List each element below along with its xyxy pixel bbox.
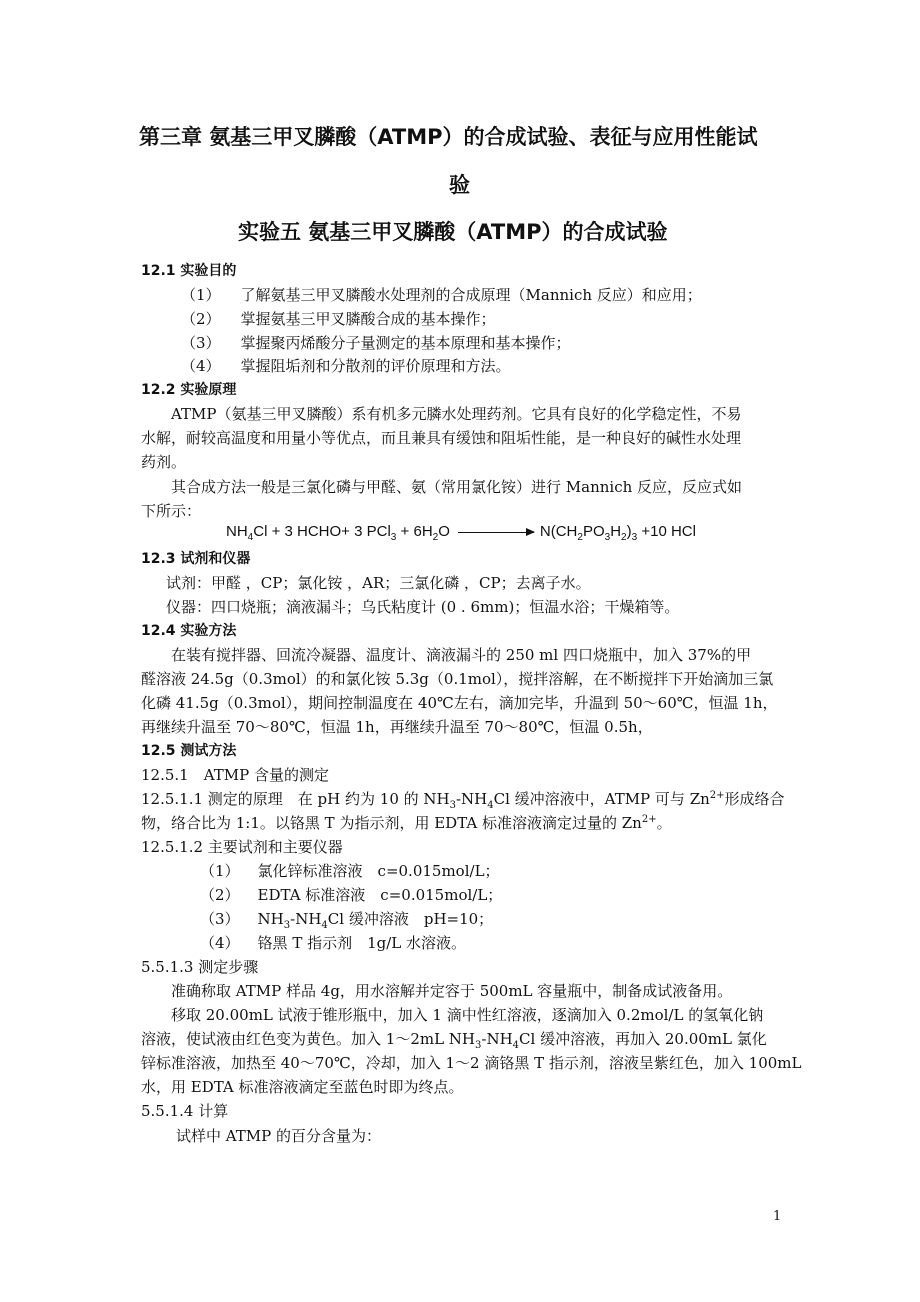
list-text: 掌握氨基三甲叉膦酸合成的基本操作； (240, 310, 496, 328)
eq-coefficient: 3 (354, 523, 363, 540)
text-run: 。 (656, 814, 672, 832)
subscript: 3 (475, 1040, 482, 1051)
paragraph-line: 下所示： (141, 502, 202, 520)
eq-text: O (438, 523, 450, 540)
section-heading-12-5: 12.5 测试方法 (141, 743, 237, 759)
subscript: 4 (321, 920, 328, 931)
experiment-title: 实验五 氨基三甲叉膦酸（ATMP）的合成试验 (238, 220, 668, 244)
text-run: 形成络合 (724, 790, 785, 808)
eq-subscript: 2 (577, 532, 583, 543)
eq-subscript: 2 (432, 532, 439, 543)
paragraph-line: 准确称取 ATMP 样品 4g，用水溶解并定容于 500mL 容量瓶中，制备成试液备用。 (171, 982, 733, 1000)
eq-subscript: 3 (604, 532, 611, 543)
list-text: EDTA 标准溶液 c=0.015mol/L； (257, 886, 503, 904)
paragraph-line: 其合成方法一般是三氯化磷与甲醛、氨（常用氯化铵）进行 Mannich 反应，反应式如 (171, 478, 743, 496)
reagents-line: 试剂：甲醛 ，CP；氯化铵 ，AR；三氯化磷 ，CP；去离子水。 (166, 574, 591, 592)
eq-coefficient: 3 (284, 523, 293, 540)
list-text: 氯化锌标准溶液 c=0.015mol/L； (257, 862, 500, 880)
eq-text: ) (626, 523, 632, 540)
list-number: （1） (181, 286, 221, 304)
paragraph-line: 移取 20.00mL 试液于锥形瓶中，加入 1 滴中性红溶液，逐滴加入 0.2mol/L 的氢氧化钠 (171, 1006, 764, 1024)
list-item (200, 861, 500, 881)
text-run: 物，络合比为 1:1。以铬黑 T 为指示剂，用 EDTA 标准溶液滴定过量的 Zn (141, 814, 642, 832)
text-run: Cl 缓冲溶液，再加入 20.00mL 氯化 (519, 1030, 767, 1048)
list-item (181, 309, 496, 329)
list-item (181, 285, 702, 305)
text-run: -NH (481, 1030, 513, 1048)
paragraph-line: 化磷 41.5g（0.3mol），期间控制温度在 40℃左右，滴加完毕，升温到 50～60℃，恒温 1h， (141, 694, 778, 712)
paragraph-line: 水解，耐较高温度和用量小等优点，而且兼具有缓蚀和阻垢性能，是一种良好的碱性水处理 (141, 429, 742, 447)
list-number: （2） (181, 310, 221, 328)
list-text: 铬黑 T 指示剂 1g/L 水溶液。 (257, 934, 467, 952)
subsection-heading: 12.5.1.2 主要试剂和主要仪器 (141, 838, 343, 856)
eq-subscript: 3 (390, 532, 397, 543)
eq-subscript: 4 (247, 532, 254, 543)
paragraph-line: ATMP（氨基三甲叉膦酸）系有机多元膦水处理药剂。它具有良好的化学稳定性，不易 (171, 405, 742, 423)
paragraph-line: 药剂。 (141, 453, 187, 471)
list-text: -NH (290, 910, 322, 928)
list-item (200, 885, 502, 905)
text-run: 12.5.1.1 测定的原理 在 pH 约为 10 的 NH (141, 790, 450, 808)
instruments-line: 仪器：四口烧瓶；滴液漏斗；乌氏粘度计 (0 . 6mm)；恒温水浴；干燥箱等。 (166, 598, 680, 616)
section-heading-12-3: 12.3 试剂和仪器 (141, 551, 251, 567)
list-number: （3） (200, 910, 240, 928)
list-item (200, 933, 466, 953)
subscript: 3 (283, 920, 291, 931)
eq-text: PO (582, 523, 605, 540)
eq-text: HCHO+ (292, 523, 355, 540)
eq-subscript: 2 (621, 532, 627, 543)
paragraph-line: 水，用 EDTA 标准溶液滴定至蓝色时即为终点。 (141, 1078, 464, 1096)
eq-coefficient: 6 (413, 523, 422, 540)
list-number: （3） (181, 334, 221, 352)
reaction-arrow (458, 532, 534, 533)
subsection-heading: 5.5.1.4 计算 (141, 1102, 229, 1120)
list-number: （1） (200, 862, 240, 880)
paragraph-line (141, 1029, 767, 1049)
paragraph-line: 在装有搅拌器、回流冷凝器、温度计、滴液漏斗的 250 ml 四口烧瓶中，加入 37%的甲 (171, 646, 752, 664)
section-heading-12-4: 12.4 实验方法 (141, 623, 237, 639)
subscript: 4 (512, 1040, 520, 1051)
page-number: 1 (773, 1209, 782, 1224)
reaction-equation (226, 522, 696, 542)
eq-text: PCl (362, 523, 391, 540)
eq-text: N(CH (539, 523, 578, 540)
subsection-heading: 5.5.1.3 测定步骤 (141, 958, 259, 976)
list-text: 掌握聚丙烯酸分子量测定的基本原理和基本操作； (240, 334, 571, 352)
text-run: Cl 缓冲溶液中，ATMP 可与 Zn (493, 790, 710, 808)
eq-text: +10 HCl (637, 523, 696, 540)
eq-text: Cl + (253, 523, 285, 540)
list-number: （4） (200, 934, 240, 952)
paragraph-line (141, 813, 672, 833)
list-text: 掌握阻垢剂和分散剂的评价原理和方法。 (240, 357, 511, 375)
paragraph-line (141, 789, 785, 809)
list-item (181, 333, 571, 353)
list-text: NH (257, 910, 284, 928)
subscript: 3 (449, 800, 456, 811)
eq-text: + (396, 523, 414, 540)
list-number: （4） (181, 357, 221, 375)
paragraph-line: 醛溶液 24.5g（0.3mol）的和氯化铵 5.3g（0.1mol），搅拌溶解，在不断搅拌下开始滴加三氯 (141, 670, 774, 688)
chapter-title: 第三章 氨基三甲叉膦酸（ATMP）的合成试验、表征与应用性能试 (139, 125, 758, 149)
list-item (181, 356, 511, 376)
subscript: 4 (487, 800, 494, 811)
section-heading-12-2: 12.2 实验原理 (141, 382, 237, 398)
eq-text: H (610, 523, 622, 540)
eq-subscript: 3 (631, 532, 638, 543)
list-item (200, 909, 493, 929)
eq-text: H (421, 523, 433, 540)
text-run: 溶液，使试液由红色变为黄色。加入 1～2mL NH (141, 1030, 476, 1048)
paragraph-line: 锌标准溶液，加热至 40～70℃，冷却，加入 1～2 滴铬黑 T 指示剂，溶液呈紫红色，加入 100mL (141, 1054, 802, 1072)
list-text: 了解氨基三甲叉膦酸水处理剂的合成原理（Mannich 反应）和应用； (240, 286, 702, 304)
list-number: （2） (200, 886, 240, 904)
chapter-title-continued: 验 (449, 173, 470, 197)
superscript: 2+ (641, 814, 657, 825)
list-text: Cl 缓冲溶液 pH=10； (327, 910, 494, 928)
paragraph-line: 再继续升温至 70～80℃，恒温 1h，再继续升温至 70～80℃，恒温 0.5h， (141, 718, 653, 736)
paragraph-line: 试样中 ATMP 的百分含量为： (176, 1127, 382, 1145)
text-run: -NH (455, 790, 488, 808)
section-heading-12-1: 12.1 实验目的 (141, 263, 237, 279)
eq-text: NH (226, 523, 248, 540)
subsection-heading: 12.5.1 ATMP 含量的测定 (141, 766, 329, 784)
superscript: 2+ (709, 790, 725, 801)
